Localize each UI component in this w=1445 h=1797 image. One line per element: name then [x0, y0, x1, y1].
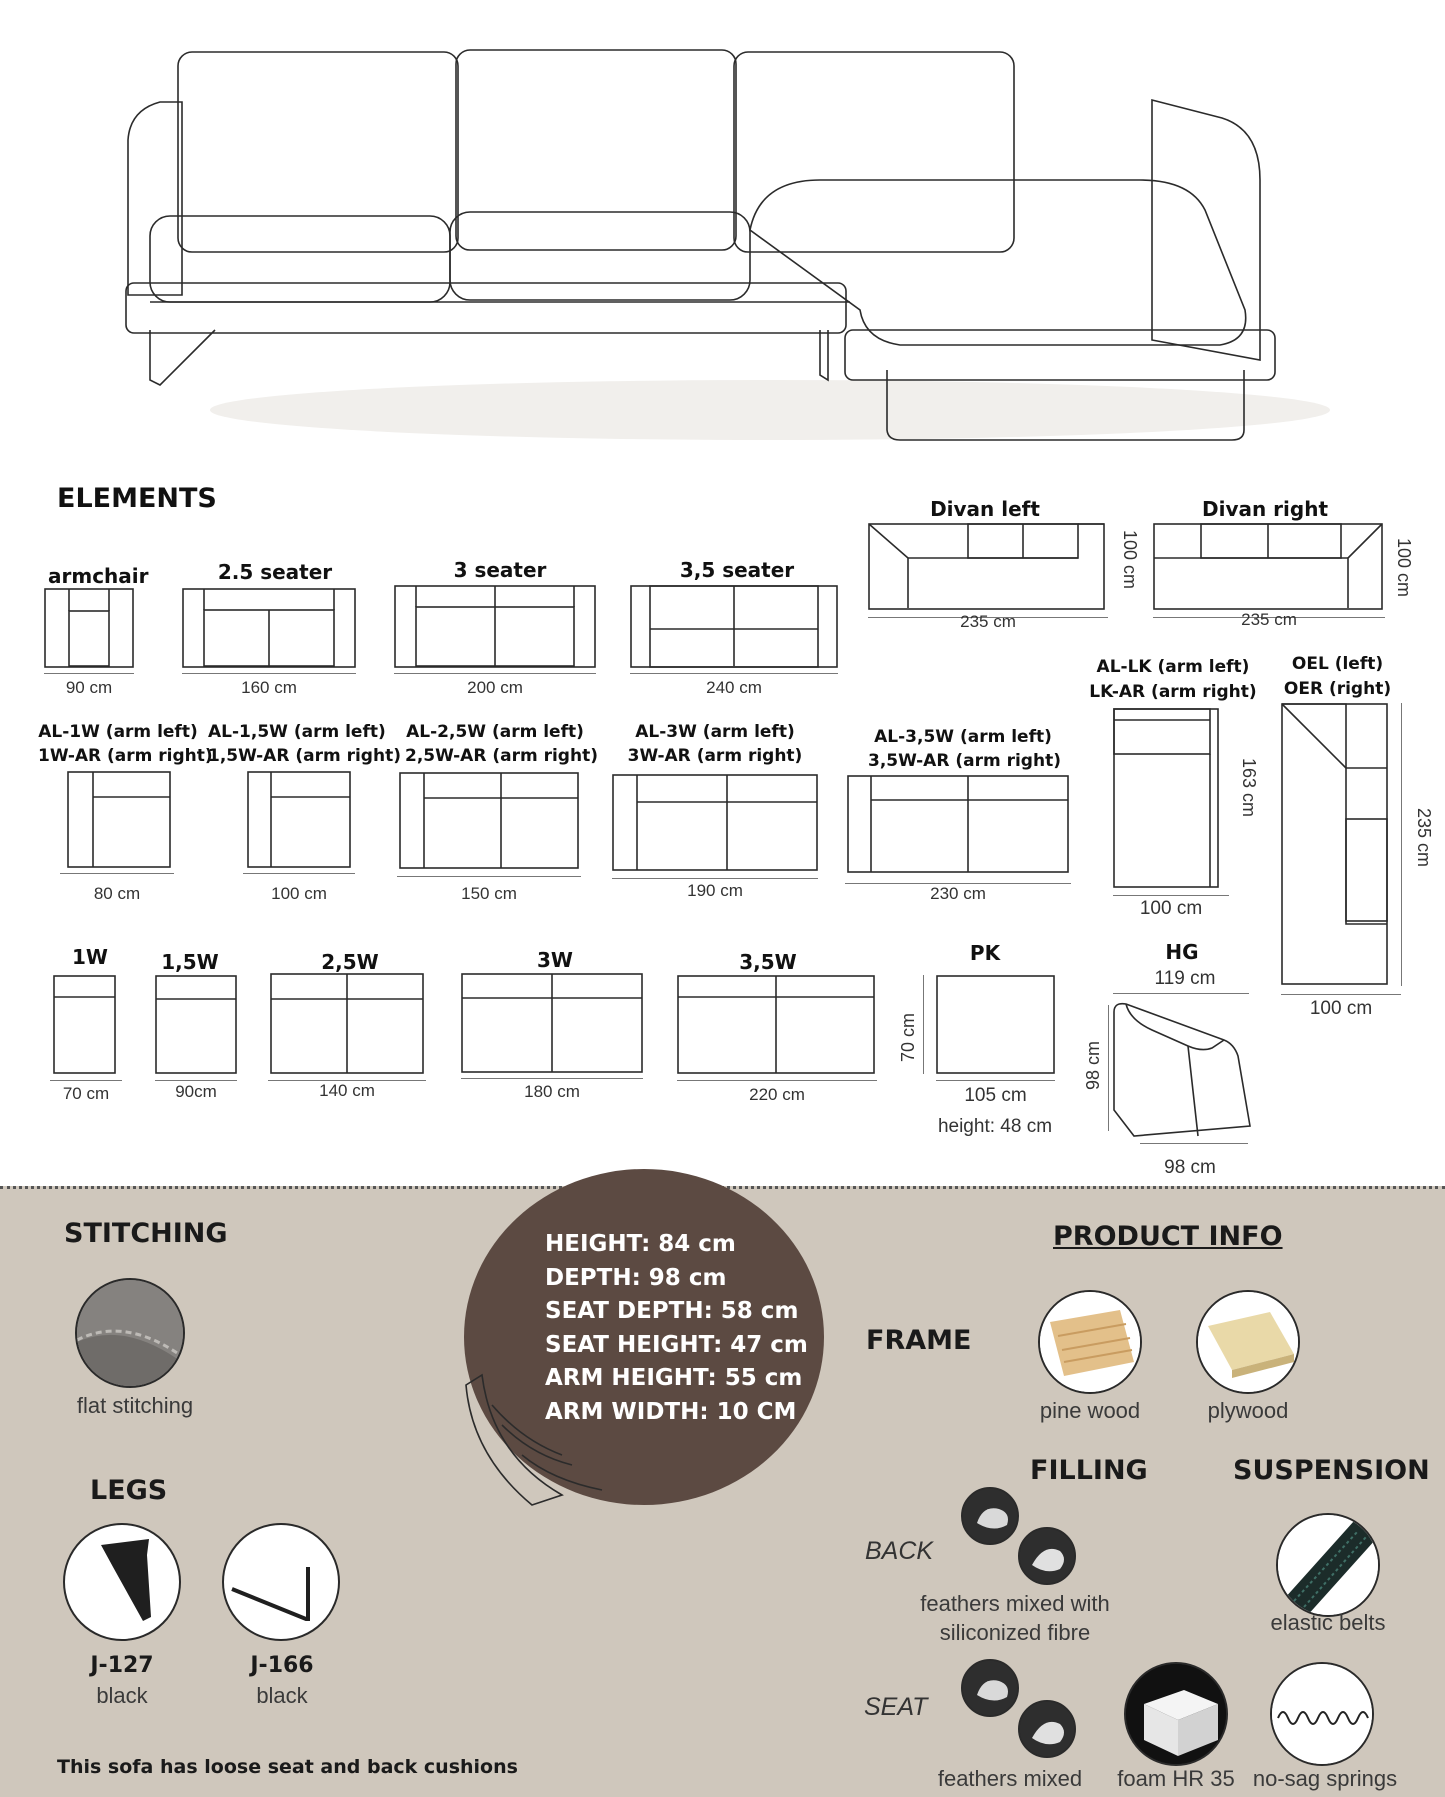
- spec-arm-width: ARM WIDTH: 10 CM: [545, 1398, 797, 1425]
- seater25-diagram: [182, 588, 356, 668]
- hg-width-top: 119 cm: [1154, 968, 1216, 989]
- al3w-width: 190 cm: [687, 881, 743, 900]
- hg-label: HG: [1165, 940, 1199, 964]
- w35-diagram: [677, 975, 875, 1074]
- seater25-width: 160 cm: [241, 678, 297, 697]
- hg-depth: 98 cm: [1083, 1040, 1103, 1090]
- pine-wood-caption: pine wood: [1039, 1398, 1141, 1423]
- plywood-caption: plywood: [1207, 1398, 1289, 1423]
- hg-width-bottom: 98 cm: [1164, 1157, 1216, 1178]
- al35w-label: AL-3,5W (arm left) 3,5W-AR (arm right): [868, 727, 1061, 771]
- filling-title: FILLING: [1030, 1455, 1148, 1486]
- leg-j166-color: black: [256, 1683, 308, 1708]
- w15-width: 90cm: [175, 1082, 217, 1101]
- al35w-diagram: [847, 775, 1069, 873]
- w1-diagram: [53, 975, 116, 1075]
- spec-seat-depth: SEAT DEPTH: 58 cm: [545, 1298, 799, 1324]
- leg-j166-icon[interactable]: [222, 1523, 340, 1641]
- al3w-diagram: [612, 774, 818, 871]
- foam-caption: foam HR 35: [1117, 1766, 1235, 1791]
- back-feathers-icon-2: [1018, 1527, 1076, 1585]
- leg-j127-color: black: [96, 1683, 148, 1708]
- pine-wood-swatch: [1038, 1290, 1142, 1394]
- al1w-width: 80 cm: [93, 884, 141, 903]
- seat-label: SEAT: [864, 1693, 928, 1721]
- leg-j127-icon[interactable]: [63, 1523, 181, 1641]
- allk-width: 100 cm: [1139, 898, 1203, 919]
- stitching-title: STITCHING: [64, 1218, 228, 1249]
- spec-depth: DEPTH: 98 cm: [545, 1264, 727, 1291]
- seater3-diagram: [394, 585, 596, 668]
- w25-width: 140 cm: [319, 1081, 375, 1100]
- al35w-width: 230 cm: [930, 884, 986, 903]
- w25-label: 2,5W: [321, 950, 379, 974]
- al1w-diagram: [67, 771, 171, 869]
- w3-diagram: [461, 973, 643, 1073]
- spec-height: HEIGHT: 84 cm: [545, 1231, 736, 1257]
- oel-diagram: [1281, 703, 1389, 986]
- product-info-title: PRODUCT INFO: [1053, 1221, 1283, 1252]
- w1-label: 1W: [72, 945, 108, 969]
- pk-label: PK: [969, 941, 1001, 965]
- pk-width: 105 cm: [964, 1085, 1027, 1106]
- seater35-width: 240 cm: [706, 678, 762, 697]
- oel-width: 100 cm: [1309, 998, 1373, 1019]
- spec-seat-height: SEAT HEIGHT: 47 cm: [545, 1331, 808, 1358]
- spec-arm-height: ARM HEIGHT: 55 cm: [545, 1365, 803, 1391]
- w3-label: 3W: [537, 948, 573, 972]
- oel-depth: 235 cm: [1414, 808, 1434, 868]
- seat-filling-caption: feathers mixed: [937, 1766, 1083, 1791]
- back-label: BACK: [865, 1537, 934, 1565]
- allk-diagram: [1113, 708, 1223, 891]
- w1-width: 70 cm: [62, 1084, 110, 1103]
- elastic-belts-swatch: [1276, 1513, 1380, 1617]
- no-sag-springs-caption: no-sag springs: [1252, 1766, 1398, 1791]
- w15-label: 1,5W: [161, 950, 219, 974]
- specs-list: [545, 1228, 808, 1429]
- w3-width: 180 cm: [524, 1082, 580, 1101]
- oel-label: OEL (left) OER (right): [1283, 654, 1392, 699]
- seat-feathers-icon-1: [961, 1659, 1019, 1717]
- plywood-swatch: [1196, 1290, 1300, 1394]
- al25w-diagram: [399, 772, 579, 869]
- al25w-width: 150 cm: [461, 884, 517, 903]
- divan-right-depth: 100 cm: [1394, 538, 1414, 598]
- al15w-width: 100 cm: [271, 884, 327, 903]
- seater3-width: 200 cm: [467, 678, 523, 697]
- sofa-photo: [120, 40, 1300, 460]
- back-feathers-icon-1: [961, 1487, 1019, 1545]
- w35-label: 3,5W: [739, 950, 797, 974]
- legs-title: LEGS: [90, 1475, 168, 1506]
- elements-heading: ELEMENTS: [57, 483, 217, 514]
- divan-left-depth: 100 cm: [1120, 530, 1140, 590]
- seater25-label: 2.5 seater: [217, 560, 333, 584]
- flat-stitching-swatch: [75, 1278, 185, 1388]
- pk-depth: 70 cm: [898, 1012, 918, 1062]
- leg-j166-code: J-166: [250, 1653, 314, 1678]
- armchair-label: armchair: [48, 564, 149, 588]
- divan-left-width: 235 cm: [960, 612, 1016, 631]
- divan-left-label: Divan left: [930, 497, 1040, 521]
- pk-height: height: 48 cm: [937, 1116, 1053, 1137]
- allk-label: AL-LK (arm left) LK-AR (arm right): [1089, 657, 1257, 702]
- divan-right-width: 235 cm: [1241, 610, 1297, 629]
- frame-title: FRAME: [866, 1325, 972, 1356]
- flat-stitching-caption: flat stitching: [76, 1393, 194, 1418]
- seater35-label: 3,5 seater: [679, 558, 795, 582]
- w15-diagram: [155, 975, 237, 1075]
- seater35-diagram: [630, 585, 838, 668]
- back-filling-caption: feathers mixed with siliconized fibre: [920, 1591, 1110, 1645]
- armchair-width: 90 cm: [65, 678, 113, 697]
- al25w-label: AL-2,5W (arm left) 2,5W-AR (arm right): [405, 722, 598, 766]
- allk-depth: 163 cm: [1239, 758, 1259, 818]
- al1w-label: AL-1W (arm left) 1W-AR (arm right): [38, 722, 213, 766]
- no-sag-springs-swatch: [1270, 1662, 1374, 1766]
- w25-diagram: [270, 973, 424, 1074]
- seater3-label: 3 seater: [453, 558, 547, 582]
- w35-width: 220 cm: [749, 1085, 805, 1104]
- seat-feathers-icon-2: [1018, 1700, 1076, 1758]
- divan-left-diagram: [868, 523, 1108, 613]
- hg-diagram: [1112, 1000, 1254, 1138]
- elastic-belts-caption: elastic belts: [1270, 1610, 1386, 1635]
- leg-j127-code: J-127: [90, 1653, 154, 1678]
- al15w-label: AL-1,5W (arm left) 1,5W-AR (arm right): [208, 722, 401, 766]
- divan-right-label: Divan right: [1201, 497, 1329, 521]
- armchair-diagram: [44, 588, 134, 668]
- al15w-diagram: [247, 771, 351, 869]
- foam-swatch: [1124, 1662, 1228, 1766]
- al3w-label: AL-3W (arm left) 3W-AR (arm right): [627, 722, 803, 766]
- pk-diagram: [936, 975, 1055, 1074]
- divan-right-diagram: [1153, 523, 1393, 613]
- cushions-note: This sofa has loose seat and back cushions: [57, 1756, 518, 1778]
- suspension-title: SUSPENSION: [1233, 1455, 1430, 1486]
